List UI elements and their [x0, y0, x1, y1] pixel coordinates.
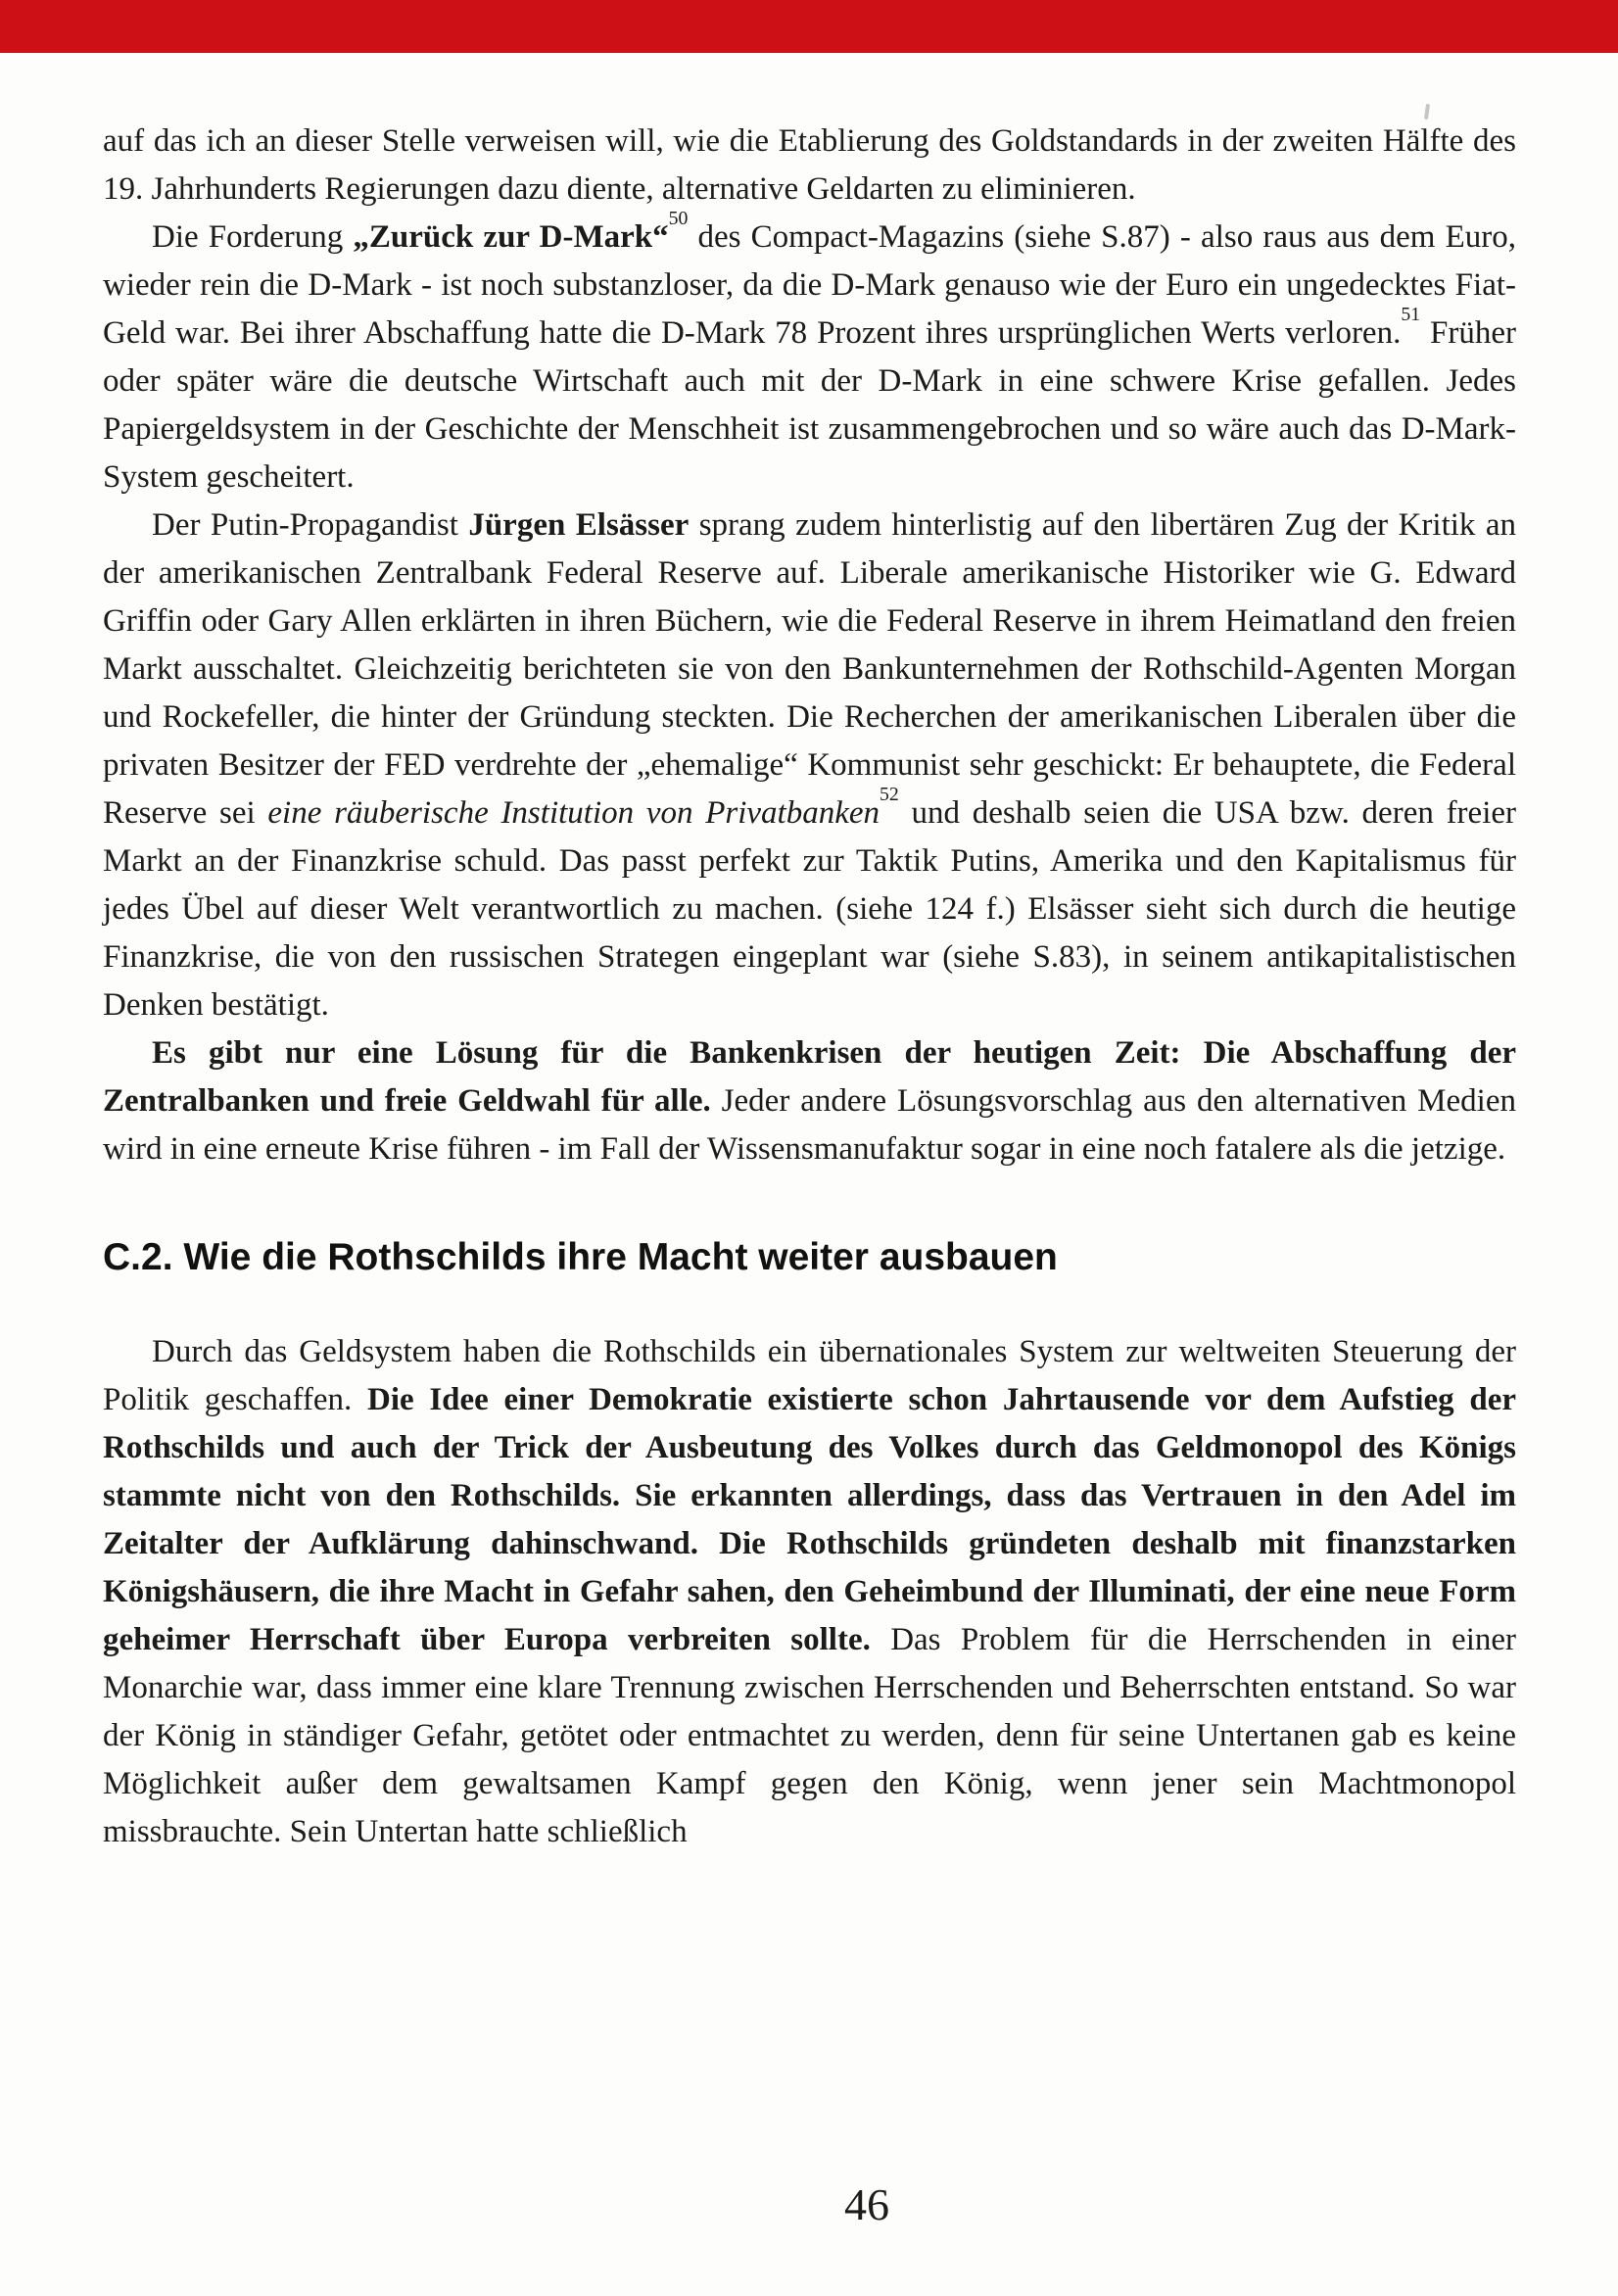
text-run: Jürgen Elsässer — [468, 507, 690, 543]
page-number: 46 — [844, 2179, 889, 2229]
paragraph — [103, 208, 1516, 502]
text-run: und deshalb seien die USA bzw. deren freier Markt an der Finanzkrise schuld. Das passt perfekt zur Taktik Putins, Amerika und den Kapitalismus für jedes Übel auf dieser Welt verantwortlich zu machen. (siehe 124 f.) Elsässer sieht sich durch die heutige Finanzkrise, die von den russischen Strategen eingeplant war (siehe S.83), in seinem antikapitalistischen Denken bestätigt. — [103, 795, 1516, 1023]
footnote-ref: 52 — [880, 784, 899, 806]
footnote-ref: 50 — [668, 208, 689, 230]
text-run: Jeder andere Lösungsvorschlag aus den alternativen Medien wird in eine erneute Krise führen - im Fall der Wissensmanufaktur sogar in eine noch fatalere als die jetzige. — [103, 1083, 1516, 1167]
text-run: Die Idee einer Demokratie existierte schon Jahrtausende vor dem Aufstieg der Rothschilds und auch der Trick der Ausbeutung des Volkes durch das Geldmonopol des Königs stammte nicht von den Rothschilds. Sie erkannten allerdings, dass das Vertrauen in den Adel im Zeitalter der Aufklärung dahinschwand. Die Rothschilds gründeten deshalb mit finanzstarken Königshäusern, die ihre Macht in Gefahr sahen, den Geheimbund der Illuminati, der eine neue Form geheimer Herrschaft über Europa verbreiten sollte. — [103, 1382, 1516, 1657]
paragraph — [103, 118, 1516, 214]
paragraph — [103, 1328, 1516, 1856]
text-run: sprang zudem hinterlistig auf den libertären Zug der Kritik an der amerikanischen Zentralbank Federal Reserve auf. Liberale amerikanische Historiker wie G. Edward Griffin oder Gary Allen erklärten in ihren Büchern, wie die Federal Reserve in ihrem Heimatland den freien Markt ausschaltet. Gleichzeitig berichteten sie von den Bankunternehmen der Rothschild-Agenten Morgan und Rockefeller, die hinter der Gründung steckten. Die Recherchen der amerikanischen Liberalen über die privaten Besitzer der FED verdrehte der „ehemalige“ Kommunist sehr geschickt: Er behauptete, die Federal Reserve sei — [103, 507, 1516, 831]
paragraph — [103, 502, 1516, 1029]
text-run: auf das ich an dieser Stelle verweisen will, wie die Etablierung des Goldstandards in der zweiten Hälfte des 19. Jahrhunderts Regierungen dazu diente, alternative Geldarten zu eliminieren. — [103, 123, 1516, 207]
page-text — [103, 118, 1516, 1856]
text-run: des Compact-Magazins (siehe S.87) - also raus aus dem Euro, wieder rein die D-Mark - ist noch substanzloser, da die D-Mark genauso wie der Euro ein ungedecktes Fiat-Geld war. Bei ihrer Abschaffung hatte die D-Mark 78 Prozent ihres ursprünglichen Werts verloren. — [103, 219, 1516, 351]
paragraph — [103, 1029, 1516, 1173]
text-run: Früher oder später wäre die deutsche Wirtschaft auch mit der D-Mark in eine schwere Krise gefallen. Jedes Papiergeldsystem in der Geschichte der Menschheit ist zusammengebrochen und so wäre auch das D-Mark-System gescheitert. — [103, 315, 1516, 495]
text-run: Durch das Geldsystem haben die Rothschilds ein übernationales System zur weltweiten Steuerung der Politik geschaffen. — [103, 1334, 1516, 1417]
text-run: Die Forderung — [152, 219, 354, 255]
text-run: eine räuberische Institution von Privatbanken — [267, 795, 880, 831]
text-run: „Zurück zur D-Mark“ — [353, 219, 669, 255]
section-heading: C.2. Wie die Rothschilds ihre Macht weiter ausbauen — [103, 1236, 1058, 1278]
text-run: Das Problem für die Herrschenden in einer Monarchie war, dass immer eine klare Trennung zwischen Herrschenden und Beherrschten entstand. So war der König in ständiger Gefahr, getötet oder entmachtet zu werden, denn für seine Untertanen gab es keine Möglichkeit außer dem gewaltsamen Kampf gegen den König, wenn jener sein Machtmonopol missbrauchte. Sein Untertan hatte schließlich — [103, 1622, 1517, 1849]
text-run: Es gibt nur eine Lösung für die Bankenkrisen der heutigen Zeit: Die Abschaffung der Zentralbanken und freie Geldwahl für alle. — [103, 1035, 1516, 1119]
footnote-ref: 51 — [1401, 304, 1421, 326]
red-scan-band — [0, 0, 1618, 53]
text-run: Der Putin-Propagandist — [152, 507, 469, 543]
